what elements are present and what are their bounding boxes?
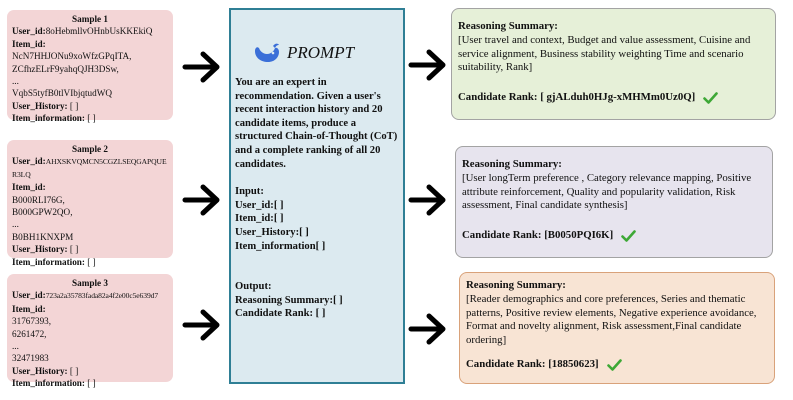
candidate-rank-label: Candidate Rank:	[466, 357, 546, 370]
arrow-right-icon	[182, 308, 222, 342]
sample-title: Sample 3	[72, 278, 108, 288]
item-id-ellipsis: ...	[12, 76, 19, 87]
output-card-3	[459, 272, 775, 384]
arrow-right-icon	[182, 183, 222, 217]
user-id-label: User_id:	[12, 156, 46, 167]
sample-title: Sample 2	[72, 144, 108, 154]
sample-1-card	[7, 10, 173, 124]
output-field: Candidate Rank: [ ]	[235, 308, 326, 320]
output-label: Output:	[235, 281, 272, 293]
user-id-label: User_id:	[12, 26, 46, 37]
item-id-ellipsis: ...	[12, 341, 19, 352]
item-id-value: B000GPW2QO,	[12, 207, 73, 218]
prompt-panel	[229, 8, 405, 384]
candidate-rank-label: Candidate Rank:	[462, 229, 542, 242]
user-history-value: [ ]	[69, 365, 79, 376]
user-id-value: AHXSKVQMCN5CGZLSEQGAPQUE	[45, 157, 167, 167]
item-id-value: B000RLI76G,	[12, 194, 65, 205]
candidate-rank-value: [18850623]	[548, 357, 599, 370]
check-icon	[621, 230, 636, 242]
item-id-label: Item_id:	[12, 182, 46, 193]
check-icon	[703, 92, 718, 104]
user-id-value: 723a2a35783fada82a4f2e00c5e639d7	[45, 291, 159, 301]
item-id-label: Item_id:	[12, 38, 46, 49]
candidate-rank-value: [B0050PQI6K]	[544, 229, 614, 242]
reasoning-summary-label: Reasoning Summary:	[458, 20, 558, 32]
sample-2-card	[7, 140, 173, 267]
reasoning-summary-label: Reasoning Summary:	[466, 279, 566, 291]
output-field: Reasoning Summary:[ ]	[235, 294, 343, 306]
item-id-value: VqbS5tyfB0tlVIbjqtudWQ	[12, 88, 113, 99]
item-id-value: NcN7HHJONu9xoWfzGPqITA,	[12, 51, 132, 62]
input-field: User_id:[ ]	[235, 199, 284, 211]
candidate-rank-value: [ gjALduh0HJg-xMHMm0Uz0Q]	[540, 91, 696, 104]
item-id-value: 6261472,	[12, 328, 47, 339]
item-information-label: Item_information:	[12, 256, 85, 267]
user-history-label: User_History:	[12, 244, 68, 255]
reasoning-summary-text: [User travel and context, Budget and value assessment, Cuisine and service alignment, Business stability weighting Time and scenario suitability, Rank]	[458, 33, 751, 74]
arrow-right-icon	[182, 50, 222, 84]
check-icon	[607, 359, 622, 371]
user-history-label: User_History:	[12, 100, 68, 111]
arrow-right-icon	[408, 48, 448, 82]
prompt-instruction: You are an expert in recommendation. Given a user's recent interaction history and 20 candidate items, produce a structured Chain-of-Thought (CoT) and a complete ranking of all 20 candidates.	[235, 77, 398, 170]
item-information-label: Item_information:	[12, 113, 85, 124]
reasoning-summary-text: [Reader demographics and core preferences, Series and thematic patterns, Positive review elements, Negative experience avoidance, Format and novelty alignment, Risk assessment,Final candidate ordering]	[466, 292, 757, 347]
user-id-value-continued: R3LQ	[12, 169, 31, 179]
whale-logo-icon	[253, 42, 281, 64]
user-history-label: User_History:	[12, 365, 68, 376]
reasoning-summary-text: [User longTerm preference , Category relevance mapping, Positive attribute reinforcement, Quality and popularity validation, Risk assessment, Final candidate synthesis]	[462, 171, 752, 212]
item-id-value: B0BH1KNXPM	[12, 231, 74, 242]
input-field: Item_information[ ]	[235, 240, 326, 252]
user-id-label: User_id:	[12, 290, 46, 301]
sample-3-card	[7, 274, 173, 389]
input-label: Input:	[235, 186, 264, 198]
input-field: User_History:[ ]	[235, 226, 309, 238]
candidate-rank-label: Candidate Rank:	[458, 91, 538, 104]
item-id-value: 31767393,	[12, 316, 52, 327]
item-id-ellipsis: ...	[12, 219, 19, 230]
item-information-label: Item_information:	[12, 378, 85, 389]
user-history-value: [ ]	[69, 244, 79, 255]
item-id-label: Item_id:	[12, 303, 46, 314]
prompt-title: PROMPT	[287, 43, 355, 62]
user-history-value: [ ]	[69, 100, 79, 111]
item-information-value: [ ]	[87, 378, 96, 389]
item-information-value: [ ]	[87, 113, 96, 124]
arrow-right-icon	[408, 183, 448, 217]
item-id-value: ZCfhzELrF9yahqQJH3DSw,	[12, 63, 119, 74]
sample-title: Sample 1	[72, 14, 108, 24]
output-card-1	[451, 8, 776, 120]
output-card-2	[455, 146, 773, 258]
item-id-value: 32471983	[12, 353, 49, 364]
user-id-value: 8oHebmllvOHnbUsKKEkiQ	[45, 26, 153, 37]
input-field: Item_id:[ ]	[235, 213, 284, 225]
reasoning-summary-label: Reasoning Summary:	[462, 158, 562, 170]
item-information-value: [ ]	[87, 256, 96, 267]
arrow-right-icon	[408, 312, 448, 346]
